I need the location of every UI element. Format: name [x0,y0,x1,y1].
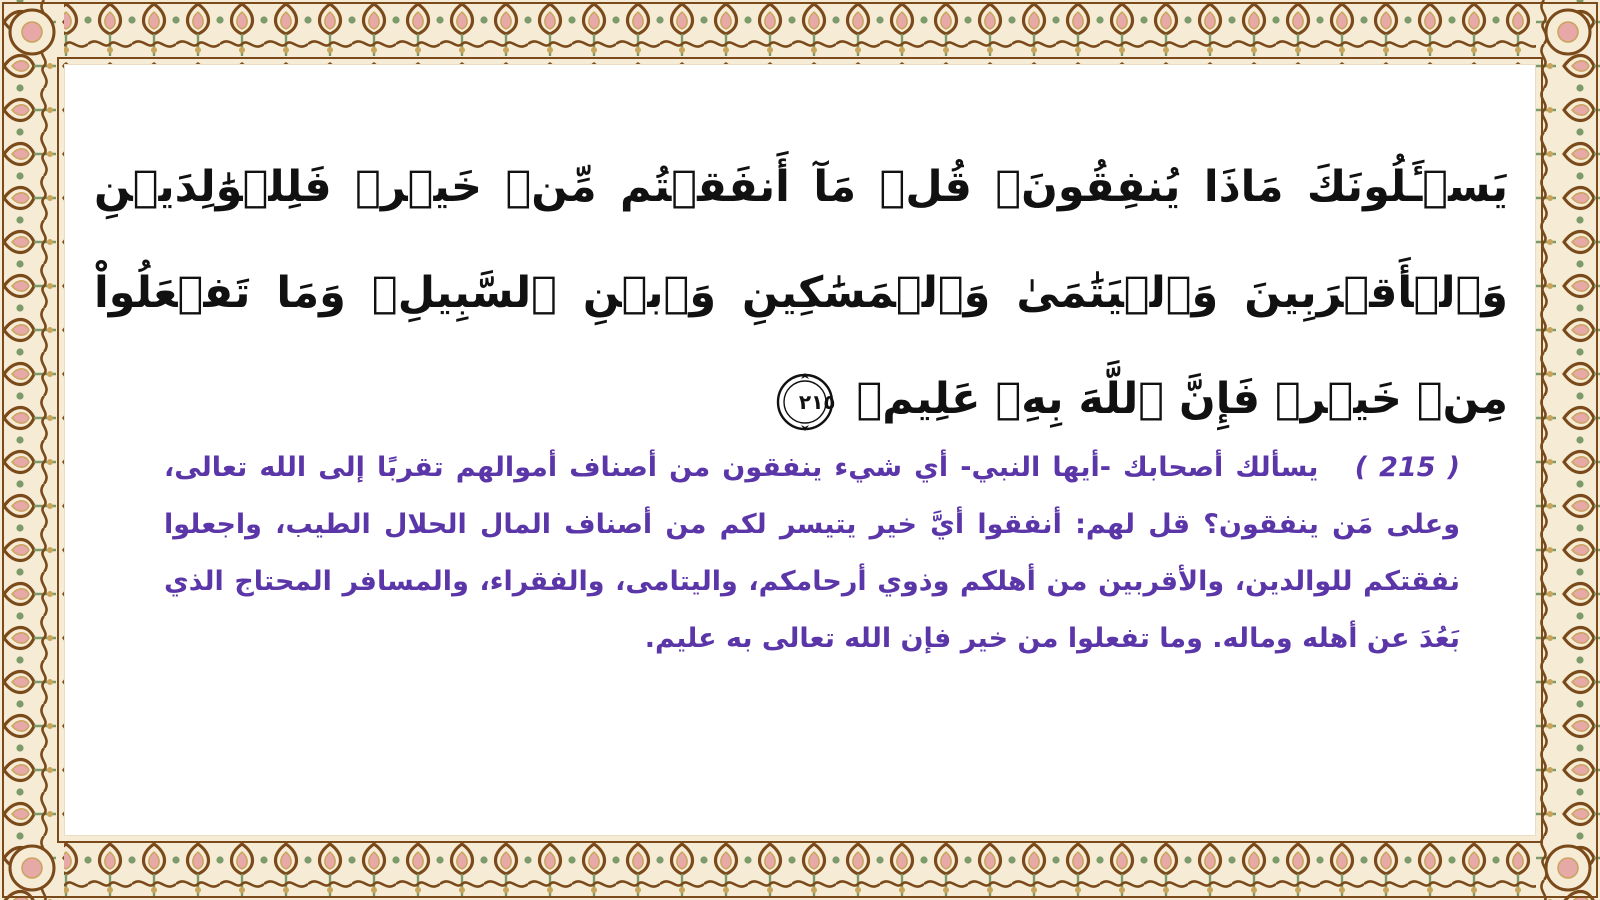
verse-text: يَسۡـَٔلُونَكَ مَاذَا يُنفِقُونَۖ قُلۡ مَآ أَنفَقۡتُم مِّنۡ خَيۡرٖ فَلِلۡوَٰلِدَيۡنِ وَٱلۡأَقۡرَبِينَ وَٱلۡيَتَٰمَىٰ وَٱلۡمَسَٰكِينِ وَٱبۡنِ ٱلسَّبِيلِۗ وَمَا تَفۡعَلُواْ مِنۡ خَيۡرٖ فَإِنَّ ٱللَّهَ بِهِۦ عَلِيمٞ [94,162,1508,424]
tafsir-text: يسألك أصحابك -أيها النبي- أي شيء ينفقون من أصناف أموالهم تقربًا إلى الله تعالى، وعلى مَن ينفقون؟ قل لهم: أنفقوا أيَّ خير يتيسر لكم من أصناف المال الحلال الطيب، واجعلوا نفقتكم للوالدين، والأقربين من أهلكم وذوي أرحامكم، واليتامى، والفقراء، والمسافر المحتاج الذي بَعُدَ عن أهله وماله. وما تفعلوا من خير فإن الله تعالى به عليم. [164,452,1460,654]
content-panel [64,64,1536,836]
ayah-number-marker [774,371,836,433]
tafsir-text-block [164,439,1460,667]
ayah-number: ٢١٥ [798,389,836,414]
quran-verse [94,134,1508,452]
verse-reference: ( 215 ) [1354,452,1460,483]
